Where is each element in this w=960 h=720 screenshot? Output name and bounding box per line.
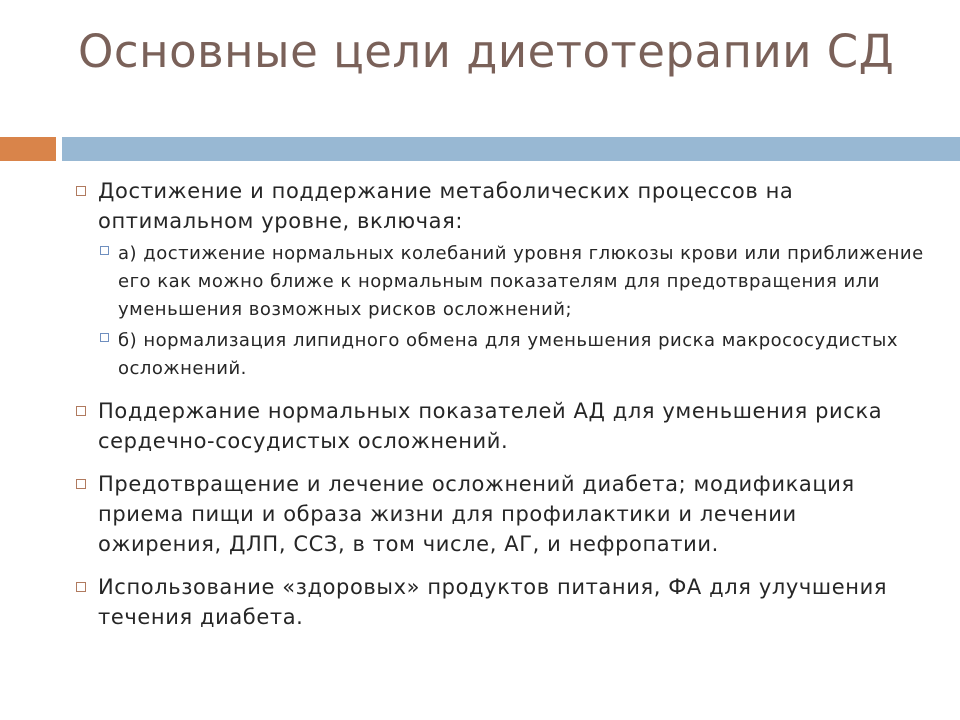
square-bullet-icon	[100, 246, 109, 255]
square-bullet-icon	[76, 186, 86, 196]
bullet-text: Достижение и поддержание метаболических процессов на оптимальном уровне, включая:	[98, 179, 794, 233]
bullet-text: Использование «здоровых» продуктов питания, ФА для улучшения течения диабета.	[98, 575, 888, 629]
sub-bullet-item-glucose	[98, 240, 926, 324]
bullet-list	[76, 176, 926, 645]
sub-bullet-list	[98, 240, 926, 383]
bullet-text: Предотвращение и лечение осложнений диабета; модификация приема пищи и образа жизни для профилактики и лечении ожирения, ДЛП, ССЗ, в том числе, АГ, и нефропатии.	[98, 472, 855, 556]
bullet-item-metabolic	[76, 176, 926, 383]
square-bullet-icon	[76, 582, 86, 592]
slide-title: Основные цели диетотерапии СД	[78, 25, 895, 78]
sub-bullet-item-lipid	[98, 327, 926, 383]
square-bullet-icon	[76, 406, 86, 416]
bullet-item-complications	[76, 469, 926, 559]
accent-bar-orange	[0, 137, 56, 161]
bullet-item-healthy-products	[76, 572, 926, 632]
bullet-text: Поддержание нормальных показателей АД для уменьшения риска сердечно-сосудистых осложнений.	[98, 399, 883, 453]
square-bullet-icon	[76, 479, 86, 489]
sub-bullet-text: а) достижение нормальных колебаний уровня глюкозы крови или приближение его как можно ближе к нормальным показателям для предотвращения или уменьшения возможных рисков осложнений;	[118, 243, 924, 320]
accent-bar-blue	[62, 137, 960, 161]
sub-bullet-text: б) нормализация липидного обмена для уменьшения риска макрососудистых осложнений.	[118, 330, 898, 379]
bullet-item-blood-pressure	[76, 396, 926, 456]
square-bullet-icon	[100, 333, 109, 342]
